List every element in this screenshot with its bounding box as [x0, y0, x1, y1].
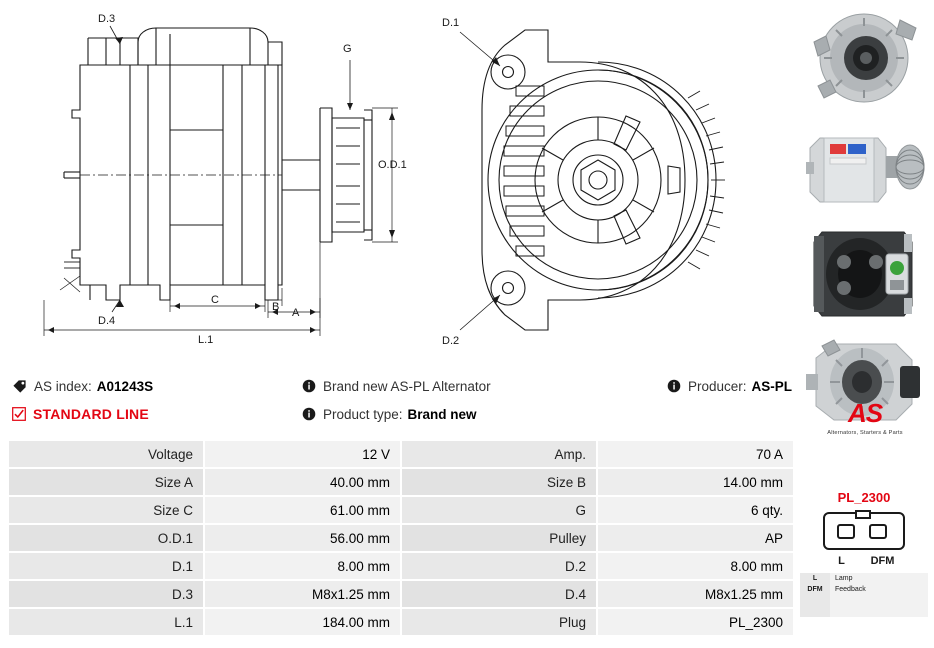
table-row: [8, 524, 794, 552]
standard-line-badge: [12, 406, 302, 422]
info-icon: [302, 379, 316, 393]
plug-diagram: [800, 490, 928, 617]
spec-value: AP: [597, 524, 794, 552]
as-index: [12, 379, 302, 394]
product-photo-front[interactable]: [800, 6, 928, 110]
label-l1: L.1: [198, 334, 214, 346]
spec-key: Amp.: [401, 440, 597, 468]
label-c: C: [211, 294, 219, 306]
table-row: [8, 468, 794, 496]
legend-desc: Feedback: [830, 584, 928, 595]
spec-value: 40.00 mm: [204, 468, 401, 496]
logo-mark: AS: [847, 398, 883, 428]
spec-key: Pulley: [401, 524, 597, 552]
producer-value: AS-PL: [751, 378, 793, 394]
spec-value: M8x1.25 mm: [597, 580, 794, 608]
legend-key: [800, 606, 830, 617]
spec-value: 12 V: [204, 440, 401, 468]
product-photo-side[interactable]: [800, 114, 928, 218]
spec-key: Size B: [401, 468, 597, 496]
as-pl-logo: [806, 398, 924, 436]
checkbox-icon: [12, 407, 26, 421]
spec-key: D.2: [401, 552, 597, 580]
legend-row: [800, 573, 928, 584]
spec-value: 61.00 mm: [204, 496, 401, 524]
plug-pin-dfm: DFM: [870, 555, 895, 567]
legend-row: [800, 584, 928, 595]
spec-key: Size A: [8, 468, 204, 496]
producer: [667, 379, 802, 394]
info-icon-product-type: [302, 407, 316, 421]
spec-value: 8.00 mm: [204, 552, 401, 580]
product-photo-rear[interactable]: [800, 222, 928, 326]
alternator-side-view-drawing: [20, 0, 420, 360]
plug-legend: [800, 573, 928, 617]
spec-key: L.1: [8, 608, 204, 636]
table-row: [8, 580, 794, 608]
info-icon-producer: [667, 379, 681, 393]
label-b: B: [272, 301, 280, 313]
legend-row: [800, 595, 928, 606]
label-d1: D.1: [442, 17, 460, 29]
product-type-value: Brand new: [407, 406, 477, 422]
legend-row: [800, 606, 928, 617]
label-g: G: [343, 43, 352, 55]
product-photo-gallery: [800, 6, 928, 438]
spec-key: D.1: [8, 552, 204, 580]
spec-value: 56.00 mm: [204, 524, 401, 552]
spec-key: Plug: [401, 608, 597, 636]
logo-tagline: Alternators, Starters & Parts: [827, 430, 903, 436]
spec-value: 70 A: [597, 440, 794, 468]
spec-key: D.3: [8, 580, 204, 608]
tag-icon: [12, 379, 27, 394]
info-row-2: [12, 400, 802, 428]
spec-value: 6 qty.: [597, 496, 794, 524]
alternator-front-view-drawing: [430, 0, 760, 360]
spec-key: Size C: [8, 496, 204, 524]
spec-key: G: [401, 496, 597, 524]
brand-new-note: [302, 379, 667, 394]
product-type-label: Product type:: [323, 406, 403, 422]
product-type: [302, 407, 667, 422]
product-info-block: [12, 372, 802, 434]
label-d3: D.3: [98, 13, 116, 25]
legend-key: DFM: [800, 584, 830, 595]
as-index-value: A01243S: [96, 378, 154, 394]
specifications-table: [8, 440, 794, 636]
brand-new-text: Brand new AS-PL Alternator: [323, 378, 491, 394]
legend-desc: [830, 606, 928, 617]
table-row: [8, 608, 794, 636]
spec-key: O.D.1: [8, 524, 204, 552]
spec-key: D.4: [401, 580, 597, 608]
label-d4: D.4: [98, 315, 116, 327]
legend-key: [800, 595, 830, 606]
plug-title: PL_2300: [837, 490, 891, 505]
as-index-label: AS index:: [34, 378, 92, 394]
table-row: [8, 440, 794, 468]
plug-pin-l: L: [838, 555, 845, 567]
legend-desc: Lamp: [830, 573, 928, 584]
plug-connector-icon: [822, 509, 906, 553]
technical-drawings: [0, 0, 790, 360]
label-a: A: [292, 307, 300, 319]
table-row: [8, 496, 794, 524]
label-od1: O.D.1: [378, 159, 407, 171]
legend-desc: [830, 595, 928, 606]
producer-label: Producer:: [688, 378, 747, 394]
plug-pin-labels: [800, 555, 928, 567]
spec-value: PL_2300: [597, 608, 794, 636]
spec-key: Voltage: [8, 440, 204, 468]
spec-value: 8.00 mm: [597, 552, 794, 580]
spec-value: M8x1.25 mm: [204, 580, 401, 608]
spec-value: 14.00 mm: [597, 468, 794, 496]
legend-key: L: [800, 573, 830, 584]
info-row-1: [12, 372, 802, 400]
standard-line-label: STANDARD LINE: [33, 406, 149, 422]
spec-value: 184.00 mm: [204, 608, 401, 636]
table-row: [8, 552, 794, 580]
label-d2: D.2: [442, 335, 460, 347]
